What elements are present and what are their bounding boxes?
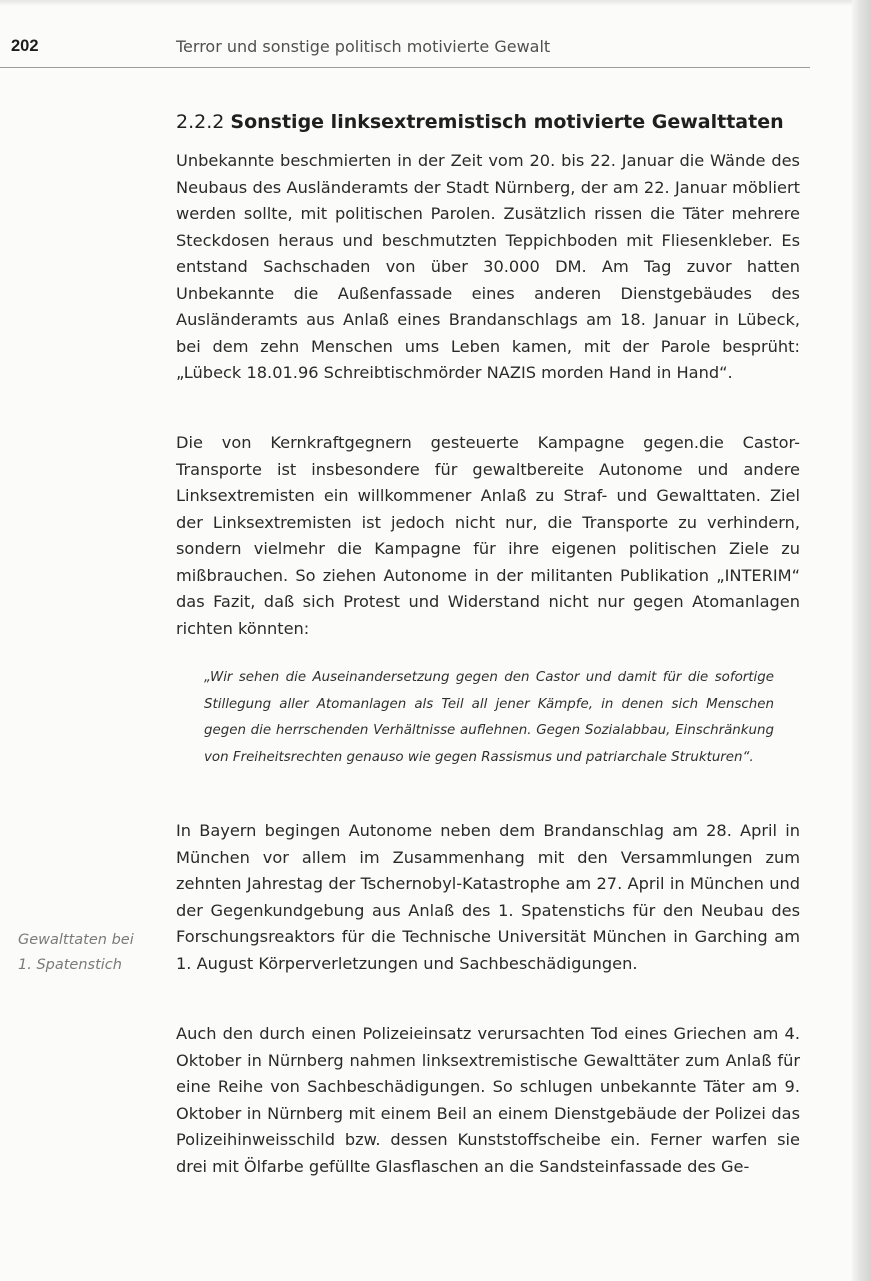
page-number: 202 <box>11 37 39 55</box>
section-title: Sonstige linksextremistisch motivierte Gewalttaten <box>230 111 784 133</box>
paragraph-1: Unbekannte beschmierten in der Zeit vom 20. bis 22. Januar die Wände des Neubaus des Ausländeramts der Stadt Nürnberg, der am 22. Januar möbliert werden sollte, mit politischen Parolen. Zusätzlich rissen die Täter mehrere Steckdosen heraus und beschmutzten Teppichboden mit Fliesenkleber. Es entstand Sachschaden von über 30.000 DM. Am Tag zuvor hatten Unbekannte die Außenfassade eines anderen Dienstgebäudes des Ausländeramts aus Anlaß eines Brandanschlags am 18. Januar in Lübeck, bei dem zehn Menschen ums Leben kamen, mit der Parole besprüht: „Lübeck 18.01.96 Schreibtischmörder NAZIS morden Hand in Hand“. <box>176 151 800 382</box>
section-number: 2.2.2 <box>176 111 225 133</box>
paragraph-2: Die von Kernkraftgegnern gesteuerte Kampagne gegen.die Castor-Transporte ist insbesondere für gewaltbereite Autonome und andere Linksextremisten ein willkommener Anlaß zu Straf- und Gewalttaten. Ziel der Linksextremisten ist jedoch nicht nur, die Transporte zu verhindern, sondern vielmehr die Kampagne für ihre eigenen politischen Ziele zu mißbrauchen. So ziehen Autonome in der militanten Publikation „INTERIM“ das Fazit, daß sich Protest und Widerstand nicht nur gegen Atomanlagen richten könnten: <box>176 433 800 638</box>
block-quote: „Wir sehen die Auseinandersetzung gegen den Castor und damit für die sofortige Stillegung aller Atomanlagen als Teil all jener Kämpfe, in denen sich Menschen gegen die herrschenden Verhältnisse auflehnen. Gegen Sozialabbau, Einschränkung von Freiheitsrechten genauso wie gegen Rassismus und patriarchale Strukturen“. <box>204 670 774 765</box>
running-head: Terror und sonstige politisch motivierte Gewalt <box>176 37 551 56</box>
page-top-edge <box>0 0 871 6</box>
header-rule <box>0 67 810 68</box>
paragraph-3: In Bayern begingen Autonome neben dem Brandanschlag am 28. April in München vor allem im Zusammenhang mit den Versammlungen zum zehnten Jahrestag der Tschernobyl-Katastrophe am 27. April in München und der Gegenkundgebung aus Anlaß des 1. Spatenstichs für den Neubau des Forschungsreaktors für die Technische Universität München in Garching am 1. August Körperverletzungen und Sachbeschädigungen. <box>176 821 800 973</box>
margin-note: Gewalttaten bei 1. Spatenstich <box>18 932 134 973</box>
paragraph-4: Auch den durch einen Polizeieinsatz verursachten Tod eines Griechen am 4. Oktober in Nürnberg nahmen linksextremistische Gewalttäter zum Anlaß für eine Reihe von Sachbeschädigungen. So schlugen unbekannte Täter am 9. Oktober in Nürnberg mit einem Beil an einem Dienstgebäude der Polizei das Polizeihinweisschild bzw. dessen Kunststoffscheibe ein. Ferner warfen sie drei mit Ölfarbe gefüllte Glasflaschen an die Sandsteinfassade des Ge- <box>176 1024 800 1176</box>
section-heading <box>176 111 784 133</box>
page-right-edge <box>852 0 871 1281</box>
